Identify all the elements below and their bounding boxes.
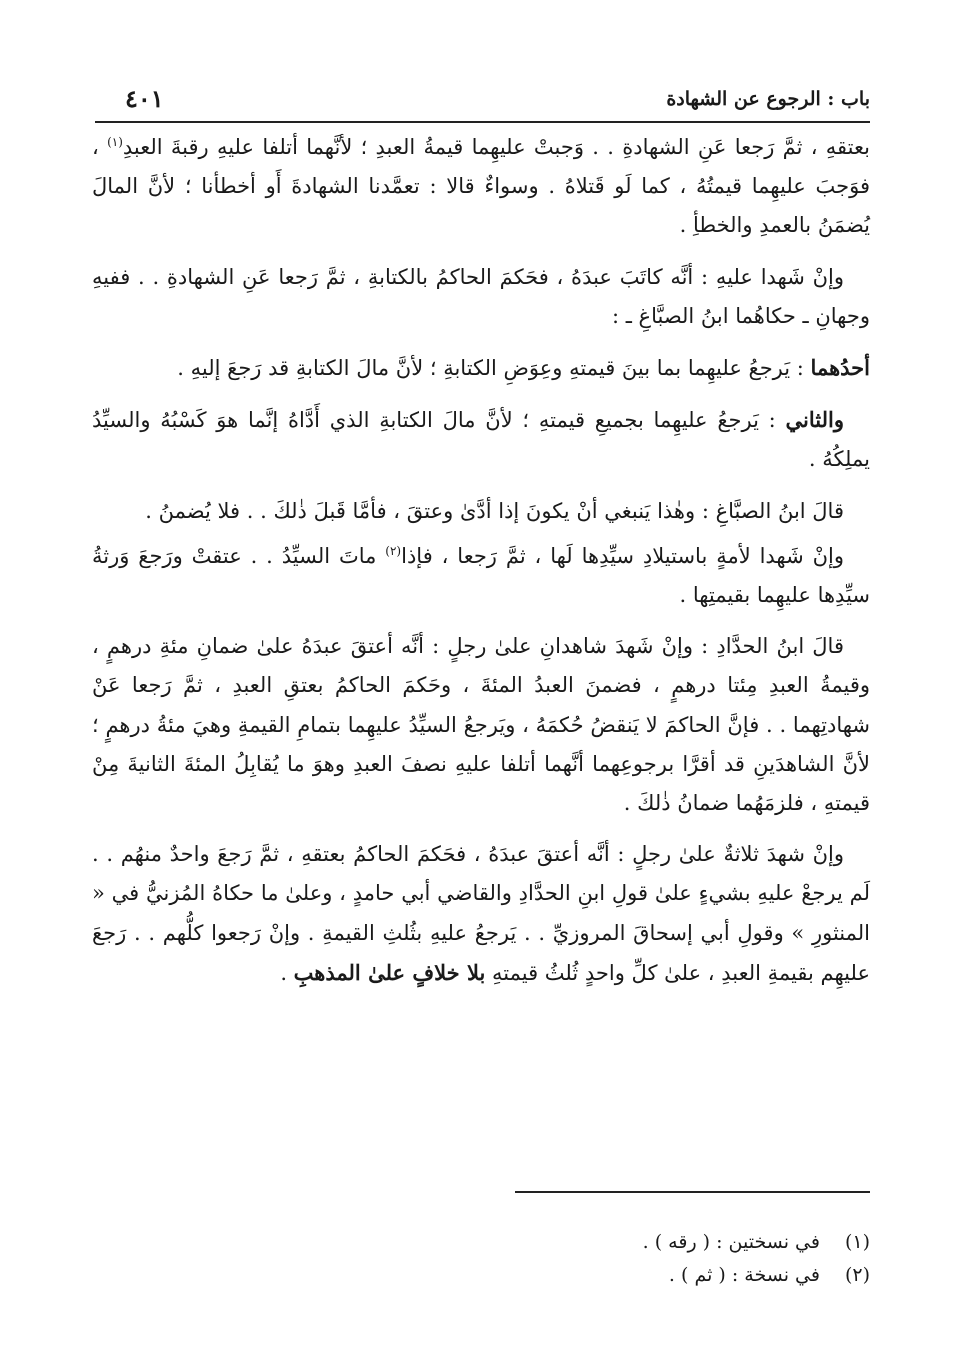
footnote-number: (٢): [844, 1264, 870, 1286]
paragraph-emphasis: بلا خلافٍ علىٰ المذهبِ: [293, 959, 486, 985]
page-number: ٤٠١: [125, 84, 164, 113]
paragraph-8: [92, 835, 870, 993]
footnote-number: (١): [844, 1231, 870, 1253]
paragraph-text: : يَرجعُ عليهِما بجميعِ قيمتهِ ؛ لأنَّ مالَ الكتابةِ الذي أَدَّاهُ إنَّما هوَ كَسْبُهُ والسيِّدُ يملِكُهُ .: [92, 408, 870, 472]
running-header: [95, 84, 870, 120]
paragraph-text: قالَ ابنُ الحدَّادِ : وإنْ شَهدَ شاهدانِ علىٰ رجلٍ : أنَّه أعتقَ عبدَهُ علىٰ ضمانِ مئةِ درهمٍ ، وقيمةُ العبدِ مِئتا درهمٍ ، فضمنَ العبدُ المئةَ ، وحَكمَ الحاكمُ بعتقِ العبدِ ، ثمَّ رَجعا عَنْ شهادتِهما . . فإنَّ الحاكمَ لا يَنقضُ حُكمَهُ ، ويَرجعُ السيِّدُ عليهِما بتمامِ القيمةِ وهيَ مئةُ درهمٍ ؛ لأنَّ الشاهدَينِ قد أقرَّا برجوعِهما أنَّهما أتلفا عليهِ نصفَ العبدِ وهوَ ما يُقابِلُ المئةَ الثانيةَ مِنْ قيمتهِ ، فلزمَهُما ضمانُ ذٰلكَ .: [92, 634, 870, 816]
paragraph-4: [92, 400, 870, 479]
paragraph-2: [92, 258, 870, 336]
footnote-2: [300, 1259, 870, 1292]
footnote-text: في نسختين : ( رقه ) .: [642, 1231, 820, 1253]
paragraph-lead: أحدُهما: [810, 355, 870, 381]
paragraph-text: بعتقهِ ، ثمَّ رَجعا عَنِ الشهادةِ . . وَجبتْ عليهِما قيمةُ العبدِ ؛ لأنَّهما أتلفا عليهِ رقبةَ العبدِ: [122, 135, 870, 159]
paragraph-7: [92, 627, 870, 823]
body-text: [92, 128, 870, 1005]
footnote-ref[interactable]: (١): [107, 135, 123, 149]
paragraph-text: وإنْ شَهدا لأمةٍ باستيلادِ سيِّدِها لَها ، ثمَّ رَجعا ، فإذا: [401, 543, 844, 568]
paragraph-text: ، فوَجبَ عليهِما قيمتُهُ ، كما لَو قَتلاهُ . وسواءٌ قالا : تعمَّدنا الشهادةَ أَو أخطأنا ؛ لأنَّ المالَ يُضمَنُ بالعمدِ والخطأِ .: [92, 135, 870, 238]
paragraph-6: [92, 537, 870, 615]
footnote-divider: [515, 1191, 870, 1193]
paragraph-text: : يَرجعُ عليهِما بما بينَ قيمتهِ وعِوَضِ الكتابةِ ؛ لأنَّ مالَ الكتابةِ قد رَجعَ إليهِ .: [177, 356, 811, 381]
footnote-1: [300, 1226, 870, 1259]
paragraph-text: وإنْ شَهدا عليهِ : أنَّه كاتَبَ عبدَهُ ، فحَكمَ الحاكمُ بالكتابةِ ، ثمَّ رَجعا عَنِ الشهادةِ . . ففيهِ وجهانِ ـ حكاهُما ابنُ الصبَّاغِ ـ :: [92, 264, 870, 328]
footnotes: [300, 1226, 870, 1292]
paragraph-1: [92, 128, 870, 246]
footnote-ref[interactable]: (٢): [385, 543, 402, 558]
footnote-text: في نسخة : ( ثم ) .: [668, 1264, 820, 1286]
paragraph-text: وإنْ شهدَ ثلاثةٌ علىٰ رجلٍ : أنَّه أعتقَ عبدَهُ ، فحَكمَ الحاكمُ بعتقهِ ، ثمَّ رَجعَ واحدٌ منهُم . . لَم يرجعْ عليهِ بشيءٍ علىٰ قولِ ابنِ الحدَّادِ والقاضي أبي حامدٍ ، وعلىٰ ما حكاهُ المُزنيُّ في « المنثورِ » وقولِ أبي إسحاقَ المروزيِّ . . يَرجعُ عليهِ بثُلثِ القيمةِ . وإنْ رَجعوا كلُّهم . . رَجعَ عليهِم بقيمةِ العبدِ ، علىٰ كلِّ واحدٍ ثُلثُ قيمتهِ: [92, 842, 870, 985]
header-divider: [95, 121, 870, 123]
paragraph-text: ماتَ السيِّدُ . . عتقتْ ورَجعَ وَرثةُ سيِّدِها عليهِما بقيمتِها .: [92, 543, 870, 608]
paragraph-3: [92, 348, 870, 388]
paragraph-text: قالَ ابنُ الصبَّاغِ : وهٰذا يَنبغي أنْ يكونَ إذا أدَّىٰ وعتقَ ، فأمَّا قَبلَ ذٰلكَ . . فلا يُضمنُ .: [145, 498, 844, 523]
chapter-title: باب : الرجوع عن الشهادة: [666, 88, 870, 110]
paragraph-5: [92, 492, 870, 531]
paragraph-lead: والثاني: [785, 407, 844, 433]
paragraph-text: .: [280, 960, 294, 985]
